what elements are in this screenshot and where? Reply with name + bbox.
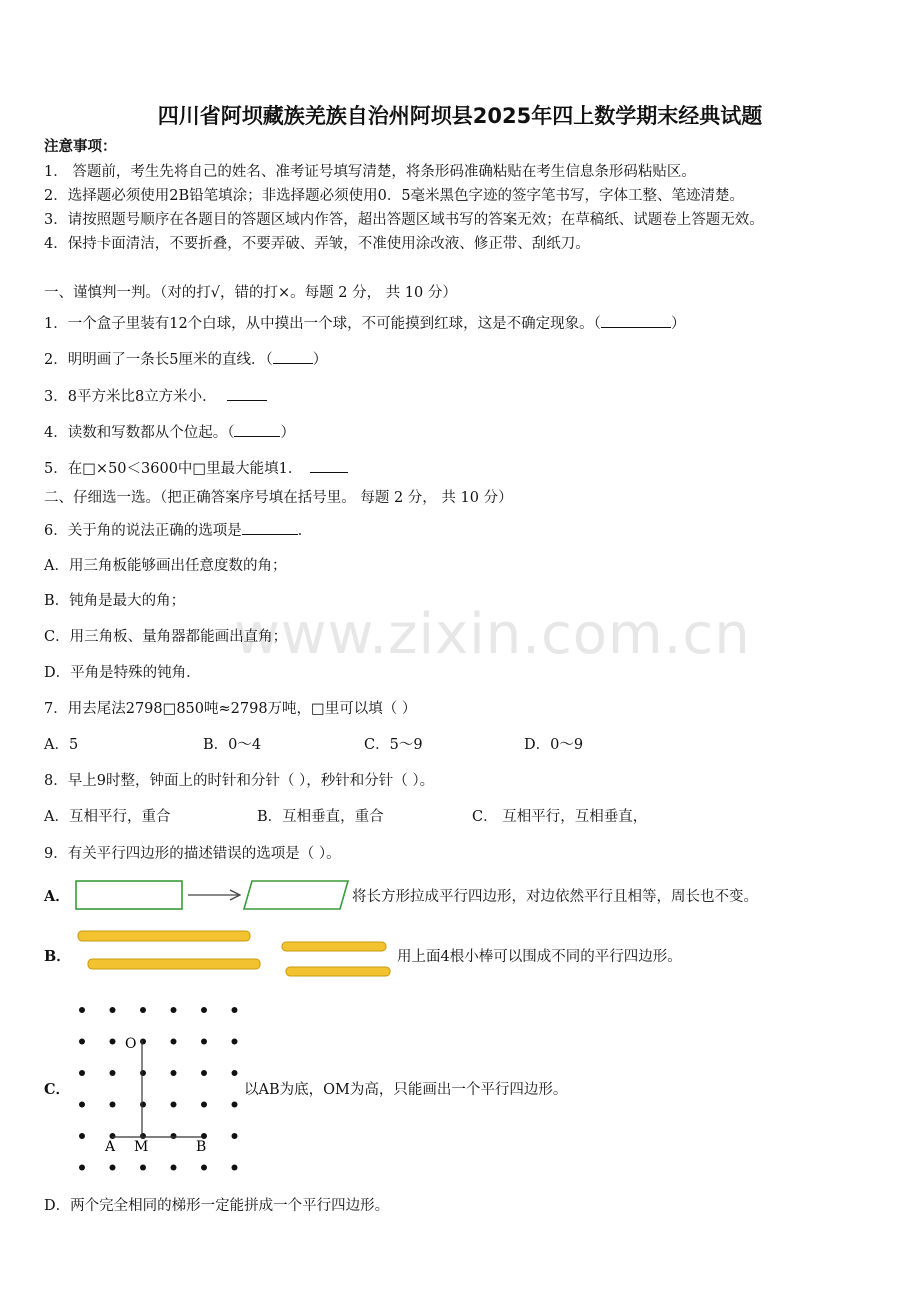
question-4-text: 4．读数和写数都从个位起。（ — [44, 425, 235, 441]
question-6-option-b: B．钝角是最大的角； — [44, 593, 186, 609]
answer-blank[interactable] — [234, 422, 280, 437]
question-6-option-a: A．用三角板能够画出任意度数的角； — [44, 558, 287, 574]
question-9-option-a-text: 将长方形拉成平行四边形，对边依然平行且相等，周长也不变。 — [352, 889, 758, 905]
question-3 — [44, 386, 267, 407]
grid-dot — [201, 1007, 207, 1013]
grid-dot — [171, 1165, 177, 1171]
question-7-option-b: B．0～4 — [203, 737, 262, 753]
grid-dot — [201, 1102, 207, 1108]
grid-dot — [232, 1070, 238, 1076]
question-1-text: 1．一个盒子里装有12个白球，从中摸出一个球，不可能摸到红球，这是不确定现象。（ — [44, 316, 601, 332]
question-7-stem: 7．用去尾法2798□850吨≈2798万吨，□里可以填（ ） — [44, 701, 417, 717]
grid-dot — [171, 1070, 177, 1076]
question-5 — [44, 458, 348, 479]
question-7-option-d: D．0～9 — [524, 737, 584, 753]
point-o-label: O — [125, 1036, 137, 1052]
grid-dot — [232, 1102, 238, 1108]
grid-dot — [140, 1007, 146, 1013]
answer-blank[interactable] — [227, 386, 267, 401]
grid-dot — [79, 1133, 85, 1139]
question-9-option-d: D．两个完全相同的梯形一定能拼成一个平行四边形。 — [44, 1198, 390, 1214]
grid-dot — [79, 1070, 85, 1076]
grid-dot — [232, 1165, 238, 1171]
question-3-text: 3．8平方米比8立方米小． — [44, 389, 217, 405]
grid-dot — [79, 1102, 85, 1108]
question-9-option-b-label: B． — [44, 948, 71, 965]
question-6-end: ． — [297, 523, 313, 539]
question-6-option-d: D．平角是特殊的钝角． — [44, 665, 201, 681]
grid-dot — [140, 1070, 146, 1076]
question-4 — [44, 422, 295, 443]
grid-dot — [201, 1070, 207, 1076]
stick-short-2 — [286, 967, 390, 976]
grid-dot — [201, 1039, 207, 1045]
grid-dot — [171, 1039, 177, 1045]
grid-dot — [140, 1102, 146, 1108]
notice-item-2: 2．选择题必须使用2B铅笔填涂；非选择题必须使用0．5毫米黑色字迹的签字笔书写，字体工整、笔迹清楚。 — [44, 188, 745, 204]
grid-dot — [79, 1039, 85, 1045]
stick-short-1 — [282, 942, 386, 951]
grid-dot — [140, 1039, 146, 1045]
question-8-option-a: A．互相平行，重合 — [44, 809, 171, 825]
rectangle-to-parallelogram-figure — [72, 878, 352, 914]
page-title: 四川省阿坝藏族羌族自治州阿坝县2025年四上数学期末经典试题 — [157, 104, 763, 128]
section1-heading: 一、谨慎判一判。（对的打√，错的打×。每题 2 分， 共 10 分） — [44, 285, 457, 301]
question-8-option-b: B．互相垂直，重合 — [257, 809, 384, 825]
question-9-option-c-text: 以AB为底，OM为高，只能画出一个平行四边形。 — [244, 1082, 568, 1098]
grid-dot — [110, 1007, 116, 1013]
question-7-option-c: C．5～9 — [364, 737, 423, 753]
grid-dot — [232, 1133, 238, 1139]
grid-dot — [79, 1165, 85, 1171]
grid-dot — [110, 1039, 116, 1045]
question-5-text: 5．在□×50＜3600中□里最大能填1． — [44, 461, 303, 477]
grid-dot — [171, 1133, 177, 1139]
section2-heading: 二、仔细选一选。（把正确答案序号填在括号里。 每题 2 分， 共 10 分） — [44, 490, 513, 506]
grid-dot — [140, 1165, 146, 1171]
notice-heading: 注意事项： — [44, 138, 117, 155]
question-9-option-b-text: 用上面4根小棒可以围成不同的平行四边形。 — [397, 949, 682, 965]
answer-blank[interactable] — [273, 349, 313, 364]
question-2-end: ） — [312, 352, 328, 368]
grid-dot — [232, 1039, 238, 1045]
answer-blank[interactable] — [310, 458, 348, 473]
grid-dot — [171, 1102, 177, 1108]
question-2-text: 2．明明画了一条长5厘米的直线．（ — [44, 352, 273, 368]
question-6 — [44, 520, 312, 541]
question-1 — [44, 313, 685, 334]
rectangle-shape — [76, 881, 182, 909]
grid-dot — [79, 1007, 85, 1013]
notice-item-4: 4．保持卡面清洁，不要折叠，不要弄破、弄皱，不准使用涂改液、修正带、刮纸刀。 — [44, 236, 590, 252]
question-8-option-c: C． 互相平行，互相垂直， — [472, 809, 648, 825]
grid-dot — [201, 1165, 207, 1171]
watermark: www.zixin.com.cn — [234, 602, 751, 667]
question-9-stem: 9．有关平行四边形的描述错误的选项是（ ）。 — [44, 846, 341, 862]
sticks-figure — [74, 926, 394, 982]
grid-dot — [110, 1070, 116, 1076]
parallelogram-shape — [244, 881, 348, 909]
question-6-option-c: C．用三角板、量角器都能画出直角； — [44, 629, 288, 645]
stick-long-1 — [78, 931, 250, 941]
grid-dot — [110, 1102, 116, 1108]
question-6-stem: 6．关于角的说法正确的选项是 — [44, 523, 242, 539]
point-m-label: M — [134, 1139, 149, 1155]
dot-grid-figure — [70, 998, 246, 1178]
question-7-option-a: A．5 — [44, 737, 79, 753]
question-2 — [44, 349, 327, 370]
answer-blank[interactable] — [242, 520, 298, 535]
answer-blank[interactable] — [601, 313, 671, 328]
point-b-label: B — [196, 1139, 207, 1155]
stick-long-2 — [88, 959, 260, 969]
point-a-label: A — [105, 1139, 116, 1155]
notice-item-1: 1． 答题前，考生先将自己的姓名、准考证号填写清楚，将条形码准确粘贴在考生信息条形码粘贴区。 — [44, 164, 696, 180]
question-1-end: ） — [670, 316, 686, 332]
question-8-stem: 8．早上9时整，钟面上的时针和分针（ ），秒针和分针（ ）。 — [44, 773, 435, 789]
grid-dot — [110, 1165, 116, 1171]
question-9-option-c-label: C． — [44, 1081, 71, 1098]
grid-dot — [171, 1007, 177, 1013]
question-9-option-a-label: A． — [44, 888, 70, 905]
question-4-end: ） — [280, 425, 295, 441]
notice-item-3: 3．请按照题号顺序在各题目的答题区域内作答，超出答题区域书写的答案无效；在草稿纸、试题卷上答题无效。 — [44, 212, 764, 228]
grid-dot — [232, 1007, 238, 1013]
